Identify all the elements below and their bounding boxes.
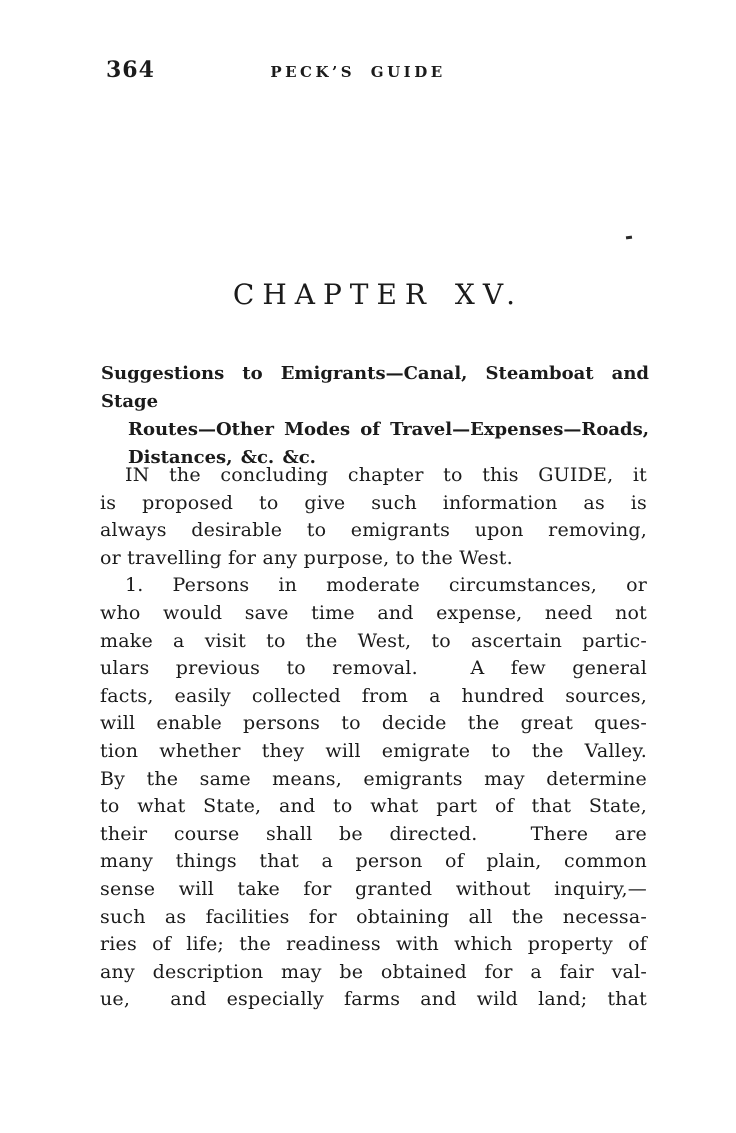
chapter-summary [101,360,658,472]
body-line: such as facilities for obtaining all the necessa- [100,905,647,928]
body-line: will enable persons to decide the great ques- [100,712,647,735]
body-line: always desirable to emigrants upon removing, [100,519,647,542]
body-line: ulars previous to removal. A few general [100,657,647,680]
body-line: who would save time and expense, need not [100,601,647,624]
body-line: any description may be obtained for a fair val- [100,960,647,983]
body-line: 1. Persons in moderate circumstances, or [125,574,647,597]
body-line: their course shall be directed. There are [100,822,647,845]
body-line: ries of life; the readiness with which property of [100,933,647,956]
body-line: many things that a person of plain, common [100,850,647,873]
body-line: sense will take for granted without inquiry,— [100,877,647,900]
body-line: facts, easily collected from a hundred sources, [100,684,647,707]
body-line: is proposed to give such information as is [100,491,647,514]
body-text [100,462,647,1014]
scan-speck [626,236,632,240]
summary-line: Suggestions to Emigrants—Canal, Steamboat and Stage [101,363,658,412]
body-line: ue, and especially farms and wild land; that [100,988,647,1011]
body-line: or travelling for any purpose, to the West. [100,546,513,569]
summary-line: Distances, &c. &c. [128,447,316,468]
chapter-heading: CHAPTER XV. [232,278,524,311]
page-number: 364 [106,57,155,83]
body-line: By the same means, emigrants may determine [100,767,647,790]
summary-line: Routes—Other Modes of Travel—Expenses—Roads, [128,419,649,440]
running-header: PECK’S GUIDE [270,63,446,81]
body-line: make a visit to the West, to ascertain partic- [100,629,647,652]
body-line: tion whether they will emigrate to the Valley. [100,739,647,762]
body-line: to what State, and to what part of that State, [100,795,647,818]
body-line: IN the concluding chapter to this GUIDE, it [125,464,647,486]
